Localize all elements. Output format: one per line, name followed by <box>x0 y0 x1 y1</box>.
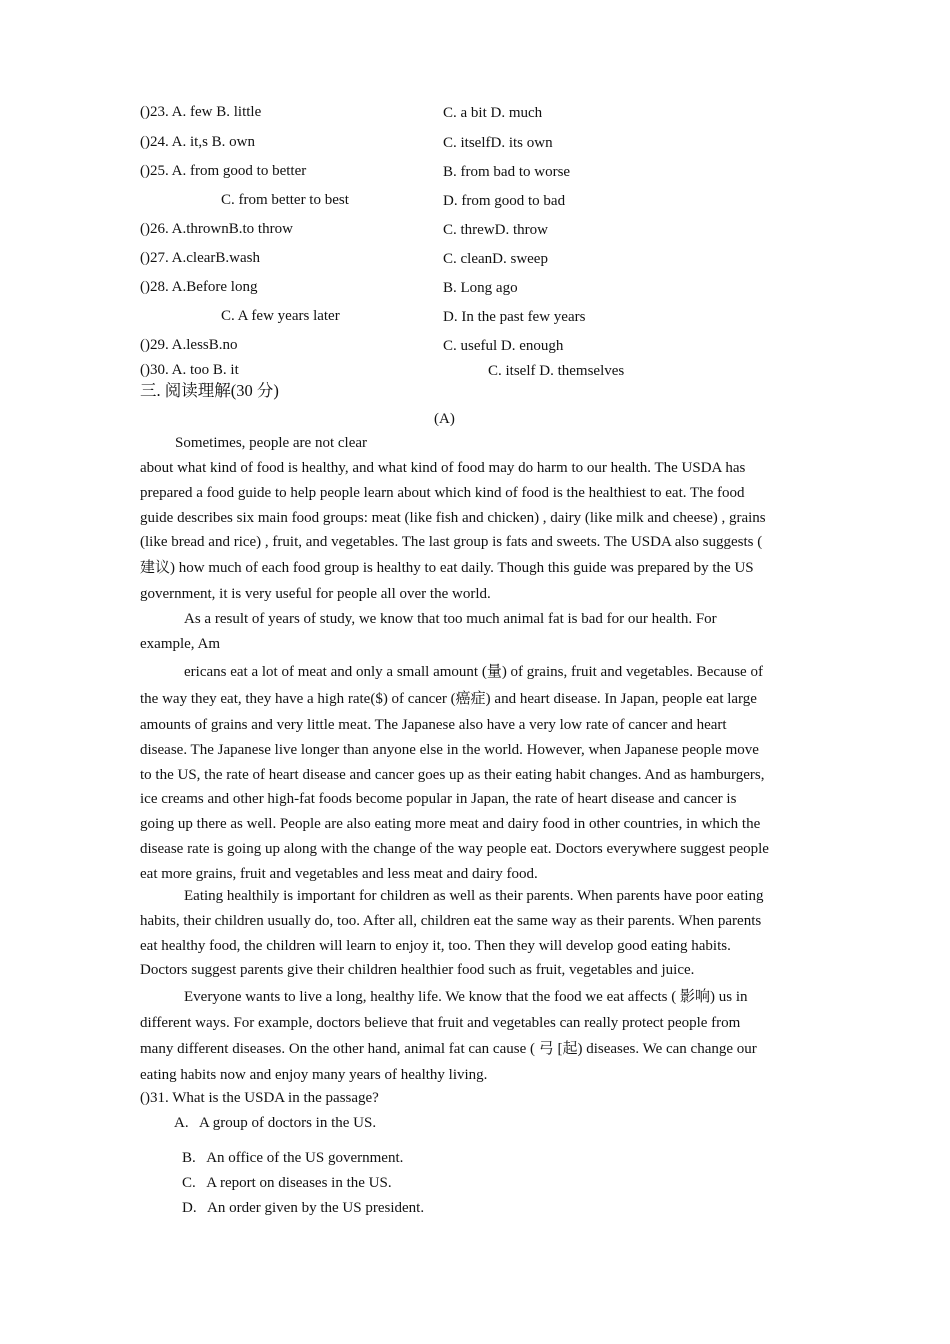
paragraph-line: to the US, the rate of heart disease and cancer goes up as their eating habit changes. And as hamburgers, <box>140 766 765 783</box>
option-c <box>182 1173 392 1193</box>
paragraph-line: ice creams and other high-fat foods become popular in Japan, the rate of heart disease and cancer is <box>140 791 737 808</box>
cloze-item-23-right: C. a bit D. much <box>443 105 543 121</box>
cloze-item-24-right: C. itselfD. its own <box>443 135 553 151</box>
paragraph-line: disease. The Japanese live longer than anyone else in the world. However, when Japanese people move <box>140 741 759 758</box>
paragraph-line: prepared a food guide to help people learn about which kind of food is the healthiest to eat. The food <box>140 484 745 501</box>
option-text: An office of the US government. <box>206 1150 404 1166</box>
paragraph-line: ericans eat a lot of meat and only a small amount (量) of grains, fruit and vegetables. Because of <box>184 664 763 680</box>
paragraph-line: amounts of grains and very little meat. The Japanese also have a very low rate of cancer and heart <box>140 717 727 733</box>
paragraph-line: about what kind of food is healthy, and what kind of food may do harm to our health. The USDA has <box>140 460 746 476</box>
paragraph-3 <box>140 884 812 983</box>
question-31: ()31. What is the USDA in the passage? <box>140 1090 379 1106</box>
paragraph-line: the way they eat, they have a high rate($) of cancer (癌症) and heart disease. In Japan, people eat large <box>140 691 757 707</box>
paragraph-2 <box>140 659 812 887</box>
paragraph-line: guide describes six main food groups: meat (like fish and chicken) , dairy (like milk and cheese) , grains <box>140 509 766 526</box>
paragraph-4 <box>140 984 812 1088</box>
option-letter: B. <box>182 1150 196 1166</box>
paragraph-line: Everyone wants to live a long, healthy life. We know that the food we eat affects ( 影响) us in <box>184 989 748 1005</box>
cloze-item-29-left: ()29. A.lessB.no <box>140 337 238 353</box>
cloze-item-29-right: C. useful D. enough <box>443 338 564 354</box>
section-heading: 三. 阅读理解(30 分) <box>140 381 279 400</box>
cloze-item-25-left: ()25. A. from good to better <box>140 163 307 179</box>
passage-label: (A) <box>434 411 455 427</box>
option-letter: C. <box>182 1175 196 1191</box>
paragraph-line: As a result of years of study, we know that too much animal fat is bad for our health. For <box>184 611 717 627</box>
paragraph-line: many different diseases. On the other hand, animal fat can cause ( 弓 [起) diseases. We can change our <box>140 1040 757 1057</box>
paragraph-line: 建议) how much of each food group is healthy to eat daily. Though this guide was prepared by the US <box>140 560 754 577</box>
cloze-item-25-option-d: D. from good to bad <box>443 193 566 209</box>
paragraph-1 <box>140 456 812 607</box>
cloze-item-26-left: ()26. A.thrownB.to throw <box>140 221 293 237</box>
cloze-item-27-left: ()27. A.clearB.wash <box>140 250 260 266</box>
option-b <box>182 1148 403 1168</box>
cloze-item-26-right: C. threwD. throw <box>443 222 548 238</box>
cloze-item-23-left: ()23. A. few B. little <box>140 104 262 120</box>
paragraph-line: government, it is very useful for people all over the world. <box>140 586 491 603</box>
option-letter: D. <box>182 1200 197 1216</box>
cloze-item-28-option-d: D. In the past few years <box>443 309 586 325</box>
option-d <box>182 1198 424 1218</box>
paragraph-line: eat healthy food, the children will learn to enjoy it, too. Then they will develop good eating habits. <box>140 937 731 954</box>
paragraph-line: (like bread and rice) , fruit, and vegetables. The last group is fats and sweets. The USDA also suggests ( <box>140 534 763 551</box>
paragraph-line: different ways. For example, doctors believe that fruit and vegetables can really protect people from <box>140 1015 741 1031</box>
cloze-item-27-right: C. cleanD. sweep <box>443 251 548 267</box>
cloze-item-28-right: B. Long ago <box>443 280 518 296</box>
cloze-item-24-left: ()24. A. it,s B. own <box>140 134 256 150</box>
cloze-item-28-left: ()28. A.Before long <box>140 279 258 295</box>
paragraph-line: Doctors suggest parents give their children healthier food such as fruit, vegetables and juice. <box>140 962 695 979</box>
paragraph-line: going up there as well. People are also eating more meat and dairy food in other countries, in which the <box>140 816 761 833</box>
paragraph-line: eating habits now and enjoy many years of healthy living. <box>140 1066 488 1083</box>
paragraph-line: example, Am <box>140 635 220 652</box>
option-text: An order given by the US president. <box>207 1200 425 1216</box>
paragraph-2-intro <box>140 607 812 657</box>
paragraph-line: eat more grains, fruit and vegetables and less meat and dairy food. <box>140 865 538 882</box>
option-text: A group of doctors in the US. <box>199 1115 377 1131</box>
option-a <box>174 1113 376 1133</box>
paragraph-line: Eating healthily is important for children as well as their parents. When parents have poor eating <box>184 888 764 904</box>
option-text: A report on diseases in the US. <box>206 1175 392 1191</box>
cloze-item-30-left: ()30. A. too B. it <box>140 362 239 378</box>
cloze-item-25-right: B. from bad to worse <box>443 164 571 180</box>
paragraph-line: habits, their children usually do, too. After all, children eat the same way as their parents. When parents <box>140 912 762 929</box>
cloze-item-25-option-c: C. from better to best <box>221 192 349 208</box>
paragraph-line: disease rate is going up along with the change of the way people eat. Doctors everywhere suggest people <box>140 840 769 857</box>
cloze-item-30-right: C. itself D. themselves <box>488 363 625 379</box>
option-letter: A. <box>174 1115 189 1131</box>
passage-opening: Sometimes, people are not clear <box>175 435 368 451</box>
cloze-item-28-option-c: C. A few years later <box>221 308 340 324</box>
